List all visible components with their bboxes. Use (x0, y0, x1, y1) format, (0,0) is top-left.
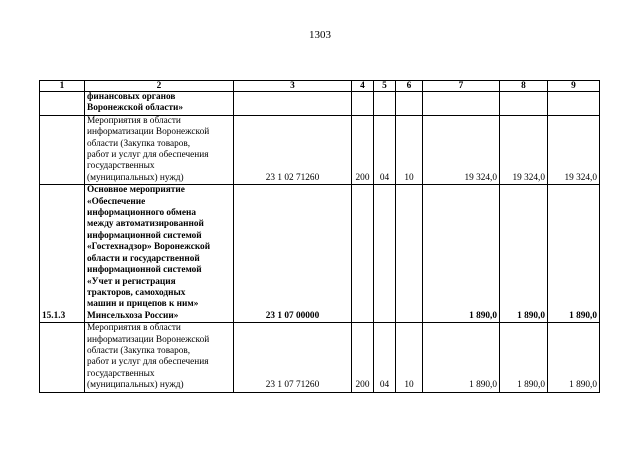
col4-cell (352, 185, 374, 323)
row-number-cell (40, 115, 85, 184)
header-cell: 8 (500, 81, 548, 92)
description-line: «Учет и регистрация (87, 276, 176, 287)
description-line: финансовых органов (87, 92, 176, 102)
amount-cell-9 (548, 92, 600, 116)
col4-cell: 200 (352, 115, 374, 184)
col6-cell: 10 (396, 323, 423, 392)
description-line: области (Закупка товаров, (87, 138, 191, 149)
description-line: Основное мероприятие (87, 185, 185, 196)
description-cell (85, 92, 234, 116)
page-number: 1303 (309, 29, 331, 41)
row-number-cell (40, 323, 85, 392)
amount-cell-9: 19 324,0 (548, 115, 600, 184)
header-cell: 9 (548, 81, 600, 92)
description-line: Минсельхоза России» (87, 310, 179, 321)
table-row (40, 92, 600, 116)
amount-cell-8 (500, 92, 548, 116)
description-line: информационного обмена (87, 208, 197, 219)
description-line: государственных (87, 161, 155, 172)
description-line: работ и услуг для обеспечения (87, 357, 209, 368)
col5-cell (374, 185, 396, 323)
code-cell: 23 1 02 71260 (234, 115, 352, 184)
description-line: области (Закупка товаров, (87, 345, 191, 356)
amount-cell-8: 19 324,0 (500, 115, 548, 184)
description-line: информатизации Воронежской (87, 127, 210, 138)
amount-cell-7: 19 324,0 (423, 115, 500, 184)
col6-cell (396, 92, 423, 116)
code-cell (234, 92, 352, 116)
col4-cell (352, 92, 374, 116)
description-line: информационной системой (87, 230, 202, 241)
description-line: между автоматизированной (87, 219, 204, 230)
amount-cell-8: 1 890,0 (500, 185, 548, 323)
description-line: Мероприятия в области (87, 323, 181, 334)
table-row (40, 323, 600, 392)
description-line: работ и услуг для обеспечения (87, 150, 209, 161)
amount-cell-7: 1 890,0 (423, 323, 500, 392)
description-line: «Обеспечение (87, 196, 146, 207)
amount-cell-8: 1 890,0 (500, 323, 548, 392)
col6-cell (396, 185, 423, 323)
code-cell: 23 1 07 00000 (234, 185, 352, 323)
description-line: Мероприятия в области (87, 115, 181, 126)
table-row (40, 185, 600, 323)
amount-cell-7: 1 890,0 (423, 185, 500, 323)
header-cell: 5 (374, 81, 396, 92)
description-line: Воронежской области» (87, 103, 184, 114)
header-cell: 2 (85, 81, 234, 92)
description-line: информатизации Воронежской (87, 334, 210, 345)
col6-cell: 10 (396, 115, 423, 184)
table-header-row (40, 81, 600, 92)
description-line: (муниципальных) нужд) (87, 172, 184, 183)
col5-cell: 04 (374, 115, 396, 184)
description-line: машин и прицепов к ним» (87, 299, 199, 310)
description-cell (85, 115, 234, 184)
description-line: области и государственной (87, 253, 200, 264)
description-line: тракторов, самоходных (87, 287, 186, 298)
description-cell (85, 323, 234, 392)
header-cell: 3 (234, 81, 352, 92)
header-cell: 6 (396, 81, 423, 92)
code-cell: 23 1 07 71260 (234, 323, 352, 392)
header-cell: 4 (352, 81, 374, 92)
amount-cell-9: 1 890,0 (548, 185, 600, 323)
header-cell: 7 (423, 81, 500, 92)
header-cell: 1 (40, 81, 85, 92)
col5-cell (374, 92, 396, 116)
description-line: информационной системой (87, 265, 202, 276)
description-cell (85, 185, 234, 323)
description-line: «Гостехнадзор» Воронежской (87, 242, 211, 253)
table-row (40, 115, 600, 184)
col4-cell: 200 (352, 323, 374, 392)
amount-cell-7 (423, 92, 500, 116)
amount-cell-9: 1 890,0 (548, 323, 600, 392)
col5-cell: 04 (374, 323, 396, 392)
description-line: (муниципальных) нужд) (87, 380, 184, 391)
row-number-cell: 15.1.3 (40, 185, 85, 323)
description-line: государственных (87, 368, 155, 379)
budget-table (39, 80, 600, 393)
row-number-cell (40, 92, 85, 116)
